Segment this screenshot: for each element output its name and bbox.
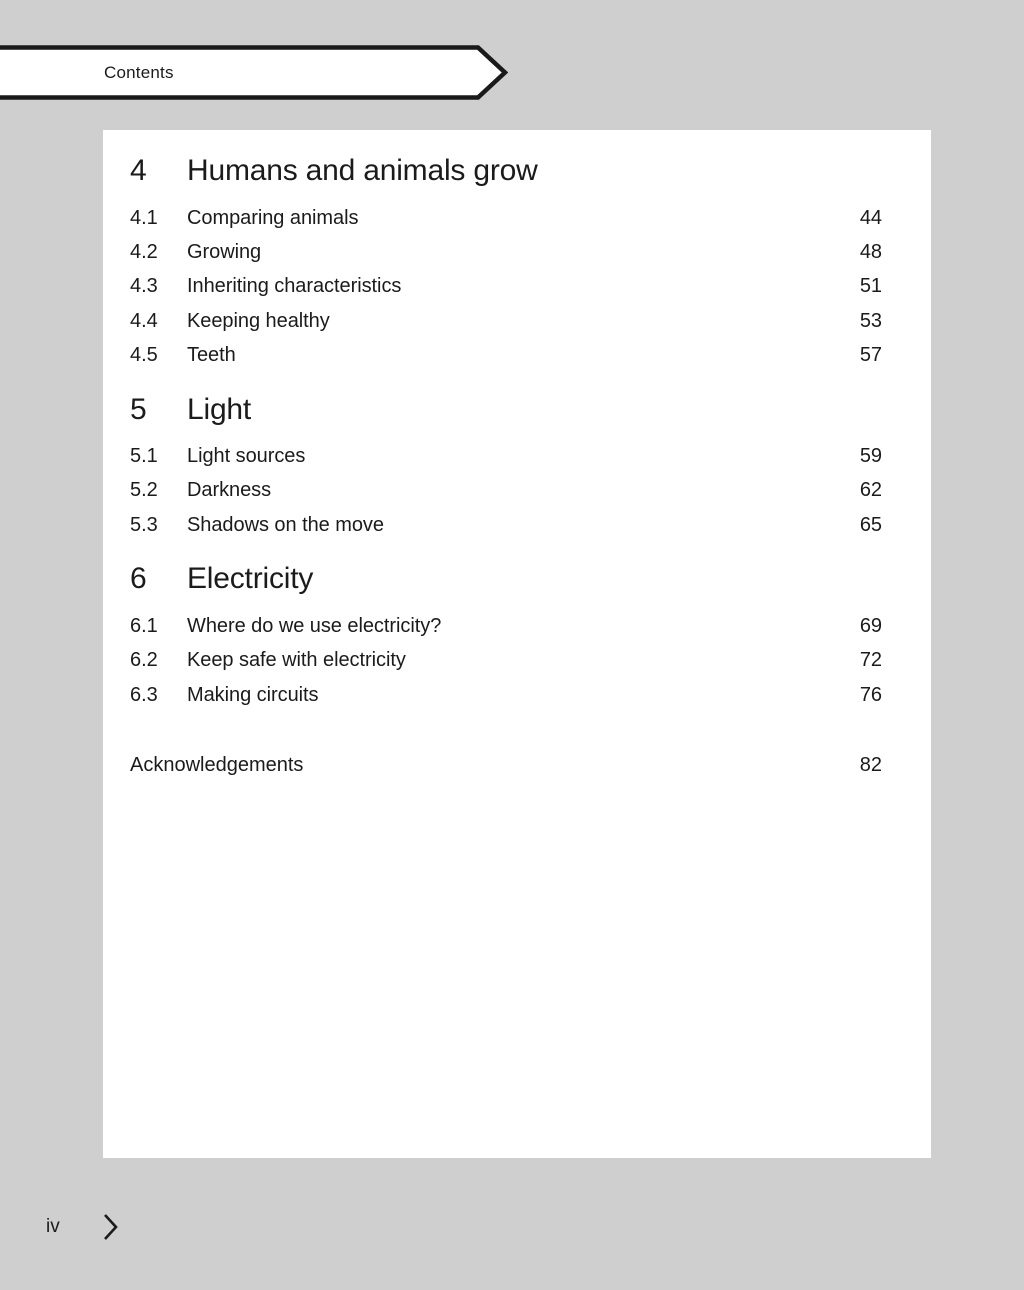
entry-page: 62 (859, 479, 882, 502)
entry-number: 5.2 (130, 479, 158, 502)
entry-number: 6.3 (130, 683, 158, 706)
contents-tab-banner (0, 45, 508, 100)
chapter-title: Humans and animals grow (187, 154, 538, 187)
chapter-block (130, 152, 882, 373)
acknowledgements-label: Acknowledgements (130, 753, 304, 776)
toc-entry-row[interactable] (130, 508, 882, 542)
chapter-heading (130, 391, 882, 429)
next-page-button[interactable] (95, 1205, 127, 1249)
page-content-panel (103, 130, 931, 1158)
acknowledgements-block (130, 748, 882, 782)
footer-page-number: iv (46, 1216, 60, 1237)
chapter-block (130, 391, 882, 543)
entry-page: 57 (859, 344, 882, 367)
entry-title: Light sources (187, 445, 306, 468)
toc-entry-row[interactable] (130, 201, 882, 235)
toc-entry-row[interactable] (130, 643, 882, 677)
entry-title: Growing (187, 240, 262, 263)
entry-number: 5.1 (130, 445, 158, 468)
entry-page: 51 (859, 275, 882, 298)
toc-entry-row[interactable] (130, 609, 882, 643)
chapter-number: 5 (130, 392, 147, 426)
chapter-heading (130, 152, 882, 190)
entry-number: 4.1 (130, 206, 158, 229)
chapter-title: Light (187, 392, 252, 426)
entry-title: Making circuits (187, 683, 319, 706)
entry-number: 4.5 (130, 344, 158, 367)
toc-entry-row[interactable] (130, 473, 882, 507)
entry-page: 44 (859, 206, 882, 229)
toc-entry-row[interactable] (130, 678, 882, 712)
entry-title: Keeping healthy (187, 309, 330, 332)
entry-title: Shadows on the move (187, 513, 384, 536)
entry-page: 59 (859, 445, 882, 468)
chapter-number: 4 (130, 154, 147, 187)
entry-page: 69 (859, 614, 882, 637)
entry-number: 4.4 (130, 309, 158, 332)
entry-page: 76 (859, 683, 882, 706)
contents-tab-label: Contents (104, 63, 174, 82)
entry-title: Darkness (187, 479, 272, 502)
acknowledgements-page: 82 (859, 753, 882, 776)
table-of-contents (130, 152, 882, 782)
entry-page: 53 (859, 309, 882, 332)
toc-entry-row[interactable] (130, 269, 882, 303)
entry-page: 65 (859, 513, 882, 536)
chapter-title: Electricity (187, 562, 314, 596)
chapter-heading (130, 560, 882, 598)
toc-entry-row[interactable] (130, 235, 882, 269)
entry-number: 6.2 (130, 649, 158, 672)
chevron-right-icon (101, 1211, 121, 1243)
entry-title: Inheriting characteristics (187, 275, 402, 298)
chapter-block (130, 560, 882, 712)
entry-title: Teeth (187, 344, 236, 367)
entry-number: 4.2 (130, 240, 158, 263)
page-footer (0, 1205, 1024, 1255)
entry-title: Where do we use electricity? (187, 614, 442, 637)
entry-page: 48 (859, 240, 882, 263)
chapter-number: 6 (130, 562, 147, 596)
arrow-tab-shape (0, 45, 508, 100)
toc-entry-row[interactable] (130, 338, 882, 372)
toc-entry-row[interactable] (130, 439, 882, 473)
toc-entry-row[interactable] (130, 304, 882, 338)
acknowledgements-row[interactable] (130, 748, 882, 782)
entry-title: Comparing animals (187, 206, 359, 229)
entry-number: 5.3 (130, 513, 158, 536)
entry-title: Keep safe with electricity (187, 649, 406, 672)
entry-number: 4.3 (130, 275, 158, 298)
entry-page: 72 (859, 649, 882, 672)
entry-number: 6.1 (130, 614, 158, 637)
